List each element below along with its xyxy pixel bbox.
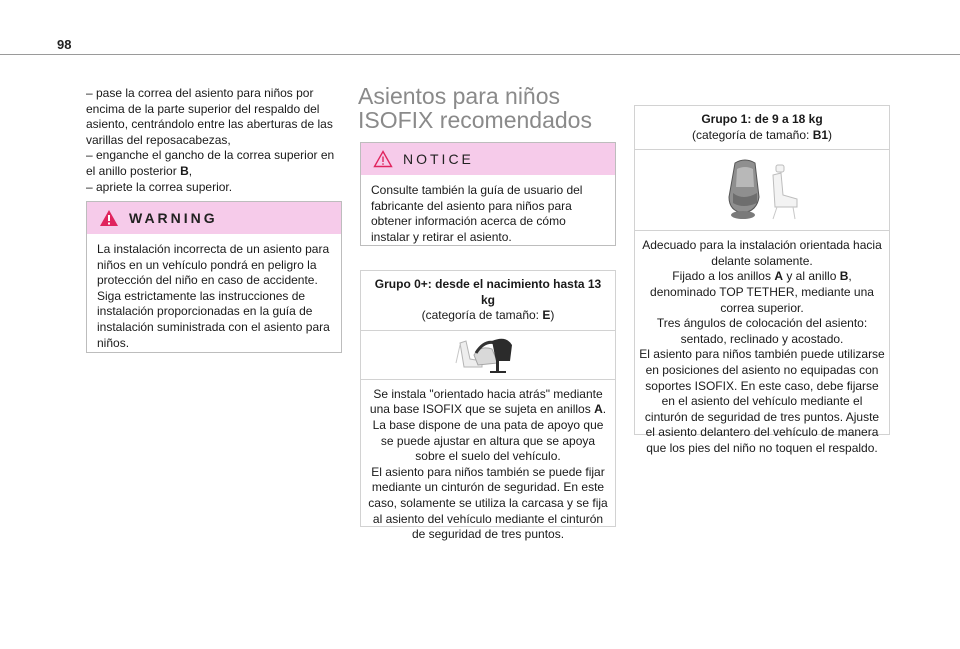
group0-p2: La base dispone de una pata de apoyo que se puede ajustar en altura que se apoya sobre el suelo del vehículo. xyxy=(372,417,604,464)
group0-p3: El asiento para niños también se puede fijar mediante un cinturón de seguridad. En este caso, solamente se utiliza la carcasa y se fija al asiento del vehículo mediante el cinturón de seguridad de tres puntos. xyxy=(368,464,608,542)
warning-title: WARNING xyxy=(129,210,218,226)
group0-title: Grupo 0+: desde el nacimiento hasta 13 kg xyxy=(374,277,602,307)
group1-size: (categoría de tamaño: B1) xyxy=(691,127,833,142)
warning-triangle-icon xyxy=(99,209,119,227)
warning-line-2: Siga estrictamente las instrucciones de instalación proporcionadas en la guía de instalación suministrada con el asiento para niños. xyxy=(97,288,330,350)
group1-card xyxy=(634,105,890,455)
group0-p1: Se instala "orientado hacia atrás" mediante una base ISOFIX que se sujeta en anillos A. xyxy=(369,386,607,417)
group0-body xyxy=(361,380,615,549)
group1-p3: Tres ángulos de colocación del asiento: sentado, reclinado y acostado. xyxy=(656,316,868,346)
notice-text: Consulte también la guía de usuario del fabricante del asiento para niños para obtener información acerca de cómo instalar y retirar el asiento. xyxy=(371,183,583,244)
forward-child-seat-icon xyxy=(721,157,803,223)
group0-card xyxy=(360,270,616,542)
step-1: – pase la correa del asiento para niños por encima de la parte superior del respaldo del asiento, centrándolo entre las aberturas de las varillas del reposacabezas, xyxy=(86,86,333,147)
notice-body xyxy=(361,175,615,255)
notice-triangle-icon xyxy=(373,150,393,168)
warning-line-1: La instalación incorrecta de un asiento para niños en un vehículo pondrá en peligro la protección del niño en caso de accidente. xyxy=(97,242,330,288)
notice-box xyxy=(360,142,616,246)
intro-steps xyxy=(86,86,342,195)
warning-header xyxy=(87,202,341,234)
group0-illustration xyxy=(361,331,615,380)
step-2: – enganche el gancho de la correa superior en el anillo posterior B, xyxy=(86,148,335,178)
group1-p4: El asiento para niños también puede utilizarse en posiciones del asiento no equipadas con soportes ISOFIX. En este caso, debe fijarse en el asiento del vehículo mediante el cinturón de seguridad de tres puntos. Ajuste el asiento delantero del vehículo de manera que los pies del niño no toquen el respaldo. xyxy=(639,347,885,455)
header-rule xyxy=(0,54,960,55)
notice-title: NOTICE xyxy=(403,151,474,167)
group1-header xyxy=(635,106,889,150)
step-3: – apriete la correa superior. xyxy=(86,179,233,194)
group1-title: Grupo 1: de 9 a 18 kg xyxy=(701,112,823,126)
group0-size: (categoría de tamaño: E) xyxy=(421,308,555,323)
notice-header xyxy=(361,143,615,175)
section-title: Asientos para niños ISOFIX recomendados xyxy=(358,83,592,133)
page-number: 98 xyxy=(57,37,72,52)
group1-body xyxy=(635,231,889,462)
warning-body xyxy=(87,234,341,361)
infant-carrier-icon xyxy=(452,335,524,375)
group1-illustration xyxy=(635,150,889,231)
warning-box xyxy=(86,201,342,353)
group1-p2: Fijado a los anillos A y al anillo B, denominado TOP TETHER, mediante una correa superior. xyxy=(650,269,874,315)
group0-header xyxy=(361,271,615,331)
group1-p1: Adecuado para la instalación orientada hacia delante solamente. xyxy=(642,238,882,268)
